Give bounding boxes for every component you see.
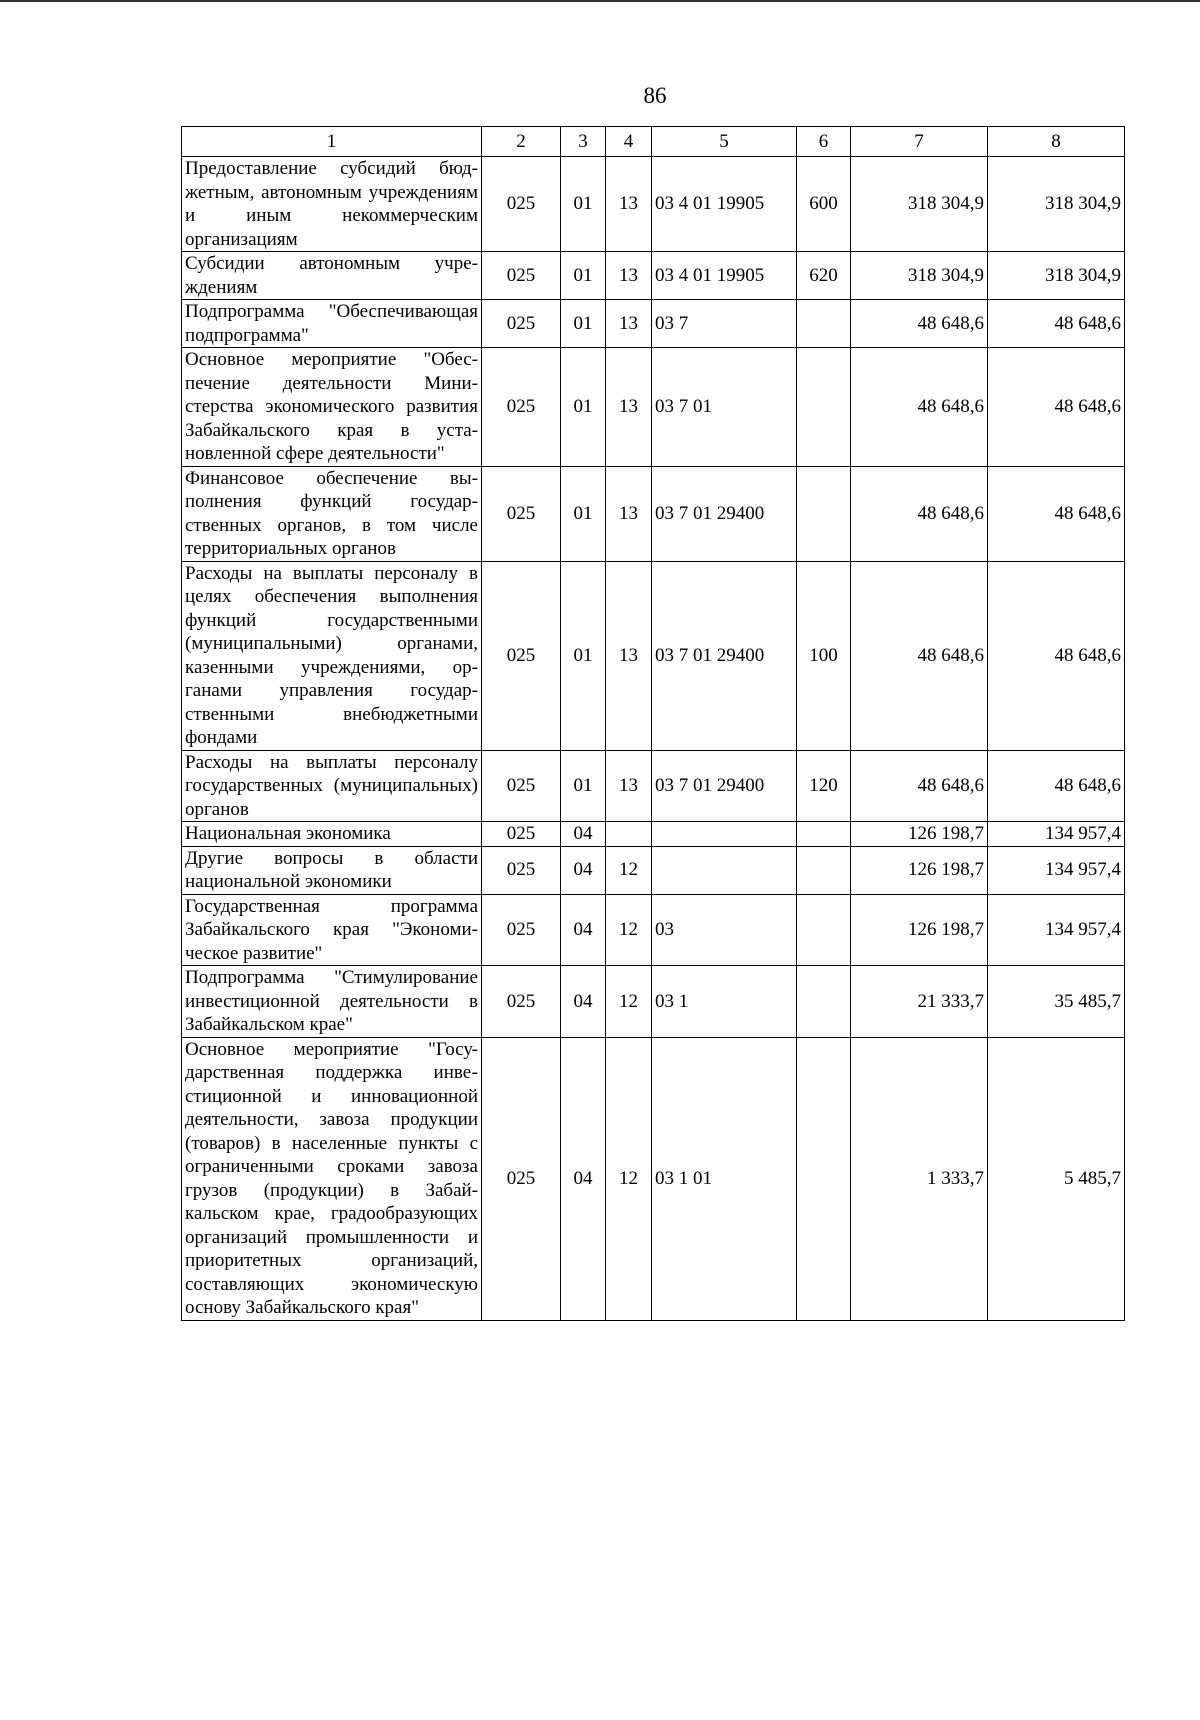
cell-target-article: 03 4 01 19905 — [652, 252, 797, 300]
cell-ministry-code: 025 — [482, 966, 561, 1038]
cell-expense-type — [797, 1037, 851, 1320]
cell-description — [182, 348, 482, 467]
table-row — [182, 750, 1125, 822]
cell-description — [182, 750, 482, 822]
cell-ministry-code: 025 — [482, 157, 561, 252]
cell-subsection: 13 — [606, 252, 652, 300]
cell-description — [182, 966, 482, 1038]
description-line: края" — [375, 1297, 419, 1318]
description-line: стиционной и инновационной — [185, 1085, 478, 1107]
cell-expense-type: 620 — [797, 252, 851, 300]
description-line: казенными учреждениями, ор — [185, 656, 478, 678]
table-row — [182, 1037, 1125, 1320]
header-cell: 5 — [652, 127, 797, 157]
cell-expense-type: 100 — [797, 561, 851, 750]
cell-section: 04 — [561, 894, 606, 966]
cell-expense-type: 120 — [797, 750, 851, 822]
description-line: (товаров) в населенные пункты — [185, 1132, 459, 1154]
description-line: ниям и иным некоммерческим — [185, 181, 478, 226]
description-line: государственных (муниципаль — [185, 775, 440, 796]
table-row — [182, 466, 1125, 561]
cell-section: 01 — [561, 466, 606, 561]
table-row — [182, 348, 1125, 467]
table-row — [182, 846, 1125, 894]
cell-target-article: 03 — [652, 894, 797, 966]
description-line: территориальных органов — [185, 538, 396, 559]
description-line: ния функций государственными — [185, 586, 478, 631]
cell-amount-year-2: 318 304,9 — [988, 252, 1125, 300]
cell-ministry-code: 025 — [482, 300, 561, 348]
description-line: щая подпрограмма" — [185, 301, 478, 346]
cell-target-article — [652, 846, 797, 894]
description-line: Другие вопросы в области — [185, 847, 478, 869]
cell-ministry-code: 025 — [482, 822, 561, 847]
cell-subsection: 13 — [606, 750, 652, 822]
description-line: ческое развитие" — [185, 942, 323, 964]
description-line: фондами — [185, 727, 258, 748]
cell-amount-year-1: 48 648,6 — [851, 561, 988, 750]
description-line: за грузов (продукции) в Забай — [185, 1156, 478, 1201]
cell-amount-year-2: 48 648,6 — [988, 300, 1125, 348]
description-line: в целях обеспечения выполне — [185, 562, 478, 607]
cell-section: 04 — [561, 846, 606, 894]
cell-section: 01 — [561, 561, 606, 750]
cell-description — [182, 894, 482, 966]
cell-amount-year-1: 126 198,7 — [851, 894, 988, 966]
cell-target-article: 03 7 — [652, 300, 797, 348]
cell-ministry-code: 025 — [482, 252, 561, 300]
cell-amount-year-2: 48 648,6 — [988, 750, 1125, 822]
description-line: Субсидии автономным учре — [185, 253, 478, 274]
cell-ministry-code: 025 — [482, 348, 561, 467]
description-line: кальском крае, градообразую — [185, 1203, 444, 1224]
cell-amount-year-1: 21 333,7 — [851, 966, 988, 1038]
cell-section: 04 — [561, 966, 606, 1038]
cell-description — [182, 1037, 482, 1320]
cell-ministry-code: 025 — [482, 894, 561, 966]
cell-ministry-code: 025 — [482, 846, 561, 894]
cell-amount-year-1: 126 198,7 — [851, 846, 988, 894]
cell-amount-year-2: 5 485,7 — [988, 1037, 1125, 1320]
top-border-line — [0, 0, 1200, 2]
description-line: Расходы на выплаты персоналу — [185, 562, 459, 584]
cell-expense-type — [797, 894, 851, 966]
cell-ministry-code: 025 — [482, 466, 561, 561]
table-row — [182, 894, 1125, 966]
cell-amount-year-2: 35 485,7 — [988, 966, 1125, 1038]
cell-description — [182, 561, 482, 750]
description-line: тия Забайкальского края в уста — [185, 396, 478, 441]
cell-subsection: 13 — [606, 157, 652, 252]
description-line: Подпрограмма "Обеспечиваю — [185, 301, 447, 322]
description-line: Предоставление субсидий бюд — [185, 158, 478, 179]
cell-section: 01 — [561, 252, 606, 300]
description-line: дарственная поддержка инве — [185, 1062, 478, 1083]
header-cell: 8 — [988, 127, 1125, 157]
cell-amount-year-2: 134 957,4 — [988, 894, 1125, 966]
header-cell: 4 — [606, 127, 652, 157]
cell-subsection: 13 — [606, 300, 652, 348]
table-row — [182, 157, 1125, 252]
cell-subsection: 12 — [606, 1037, 652, 1320]
cell-target-article: 03 1 — [652, 966, 797, 1038]
cell-amount-year-1: 48 648,6 — [851, 348, 988, 467]
cell-expense-type — [797, 822, 851, 847]
cell-section: 01 — [561, 157, 606, 252]
cell-section: 04 — [561, 1037, 606, 1320]
cell-subsection: 12 — [606, 846, 652, 894]
cell-amount-year-2: 48 648,6 — [988, 348, 1125, 467]
table-row — [182, 252, 1125, 300]
cell-expense-type — [797, 348, 851, 467]
table-row — [182, 966, 1125, 1038]
cell-ministry-code: 025 — [482, 561, 561, 750]
description-line: ственных органов, в том числе — [185, 514, 478, 536]
header-cell: 2 — [482, 127, 561, 157]
cell-description — [182, 822, 482, 847]
cell-amount-year-2: 48 648,6 — [988, 466, 1125, 561]
cell-section: 01 — [561, 750, 606, 822]
cell-expense-type: 600 — [797, 157, 851, 252]
cell-description — [182, 252, 482, 300]
cell-subsection: 13 — [606, 466, 652, 561]
cell-amount-year-2: 318 304,9 — [988, 157, 1125, 252]
table-row — [182, 300, 1125, 348]
description-line: Забайкальского края "Экономи — [185, 919, 478, 940]
cell-target-article: 03 1 01 — [652, 1037, 797, 1320]
description-line: (муниципальными) органами, — [185, 633, 478, 654]
header-cell: 1 — [182, 127, 482, 157]
description-line: ственными внебюджетными — [185, 703, 478, 725]
cell-amount-year-2: 48 648,6 — [988, 561, 1125, 750]
description-line: печение деятельности Мини — [185, 372, 478, 394]
cell-section: 01 — [561, 300, 606, 348]
description-line: заций, составляющих экономи — [185, 1250, 478, 1295]
description-line: Финансовое обеспечение вы — [185, 467, 478, 489]
description-line: ческую основу Забайкальского — [185, 1273, 478, 1318]
page-number: 86 — [643, 83, 667, 108]
budget-table — [181, 126, 1125, 1321]
cell-subsection: 13 — [606, 561, 652, 750]
cell-amount-year-1: 318 304,9 — [851, 252, 988, 300]
header-cell: 6 — [797, 127, 851, 157]
description-line: Государственная программа — [185, 895, 478, 917]
cell-description — [182, 300, 482, 348]
cell-amount-year-1: 48 648,6 — [851, 466, 988, 561]
cell-expense-type — [797, 966, 851, 1038]
table-row — [182, 561, 1125, 750]
cell-subsection: 12 — [606, 894, 652, 966]
cell-subsection: 13 — [606, 348, 652, 467]
header-cell: 7 — [851, 127, 988, 157]
description-line: деятельности, завоза продукции — [185, 1109, 478, 1130]
cell-expense-type — [797, 300, 851, 348]
cell-amount-year-2: 134 957,4 — [988, 846, 1125, 894]
description-line: организациям — [185, 228, 298, 250]
cell-subsection: 12 — [606, 966, 652, 1038]
description-line: Расходы на выплаты персоналу — [185, 751, 478, 773]
description-line: Основное мероприятие "Обес — [185, 349, 478, 370]
cell-target-article: 03 7 01 29400 — [652, 750, 797, 822]
cell-ministry-code: 025 — [482, 1037, 561, 1320]
description-line: ных) органов — [185, 775, 478, 820]
description-line: Основное мероприятие "Госу — [185, 1038, 478, 1060]
table-row — [182, 822, 1125, 847]
cell-amount-year-1: 126 198,7 — [851, 822, 988, 847]
description-line: сти в Забайкальском крае" — [185, 990, 478, 1035]
description-line: новленной сфере деятельности" — [185, 443, 445, 464]
cell-subsection — [606, 822, 652, 847]
cell-amount-year-1: 318 304,9 — [851, 157, 988, 252]
cell-target-article — [652, 822, 797, 847]
cell-description — [182, 466, 482, 561]
cell-amount-year-1: 48 648,6 — [851, 300, 988, 348]
description-line: ждениям — [185, 276, 258, 298]
cell-expense-type — [797, 846, 851, 894]
description-line: ности и приоритетных органи — [185, 1226, 478, 1271]
cell-expense-type — [797, 466, 851, 561]
table-header-row — [182, 127, 1125, 157]
description-line: щих организаций промышлен — [185, 1203, 478, 1248]
header-cell: 3 — [561, 127, 606, 157]
cell-amount-year-2: 134 957,4 — [988, 822, 1125, 847]
description-line: национальной экономики — [185, 871, 392, 892]
cell-description — [182, 157, 482, 252]
cell-amount-year-1: 48 648,6 — [851, 750, 988, 822]
cell-ministry-code: 025 — [482, 750, 561, 822]
description-line: ганами управления государ — [185, 680, 478, 701]
description-line: с ограниченными сроками заво — [185, 1132, 479, 1177]
cell-target-article: 03 7 01 29400 — [652, 561, 797, 750]
description-line: полнения функций государ — [185, 491, 478, 512]
cell-section: 04 — [561, 822, 606, 847]
description-line: Подпрограмма "Стимулирова — [185, 967, 450, 988]
description-line: Национальная экономика — [185, 823, 391, 844]
description-line: стерства экономического разви — [185, 396, 451, 417]
cell-amount-year-1: 1 333,7 — [851, 1037, 988, 1320]
description-line: ние инвестиционной деятельно — [185, 967, 478, 1012]
description-line: жетным, автономным учрежде — [185, 181, 437, 203]
cell-target-article: 03 7 01 — [652, 348, 797, 467]
cell-target-article: 03 7 01 29400 — [652, 466, 797, 561]
cell-description — [182, 846, 482, 894]
cell-target-article: 03 4 01 19905 — [652, 157, 797, 252]
cell-section: 01 — [561, 348, 606, 467]
